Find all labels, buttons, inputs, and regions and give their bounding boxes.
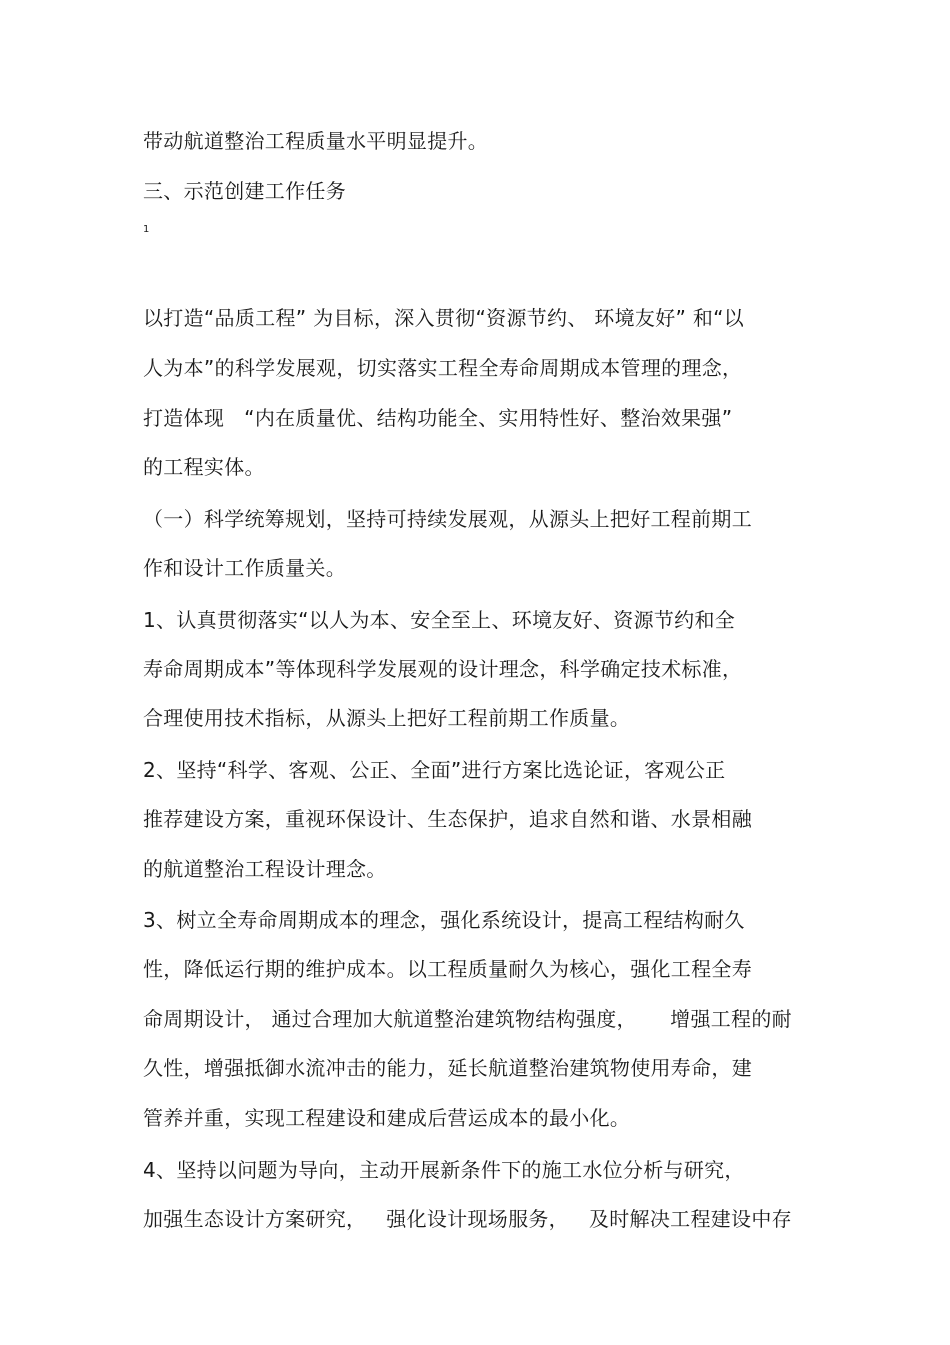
list-item: 3、树立全寿命周期成本的理念，强化系统设计，提高工程结构耐久 xyxy=(143,908,745,932)
list-item: 1、认真贯彻落实“以人为本、安全至上、环境友好、资源节约和全 xyxy=(143,608,736,632)
subsection-heading: （一）科学统筹规划，坚持可持续发展观，从源头上把好工程前期工 xyxy=(143,507,752,531)
text-line: 以打造“品质工程” 为目标，深入贯彻“资源节约、 环境友好” 和“以 xyxy=(143,306,745,330)
text-line: 打造体现 “内在质量优、结构功能全、实用特性好、整治效果强” xyxy=(143,406,733,430)
text-line: 作和设计工作质量关。 xyxy=(143,556,346,580)
text-line: 寿命周期成本”等体现科学发展观的设计理念，科学确定技术标准， xyxy=(143,657,743,681)
text-line: 人为本”的科学发展观，切实落实工程全寿命周期成本管理的理念， xyxy=(143,356,743,380)
section-heading: 三、示范创建工作任务 xyxy=(143,179,346,203)
text-line: 带动航道整治工程质量水平明显提升。 xyxy=(143,129,489,153)
footnote-marker: 1 xyxy=(143,224,150,235)
list-item: 4、坚持以问题为导向，主动开展新条件下的施工水位分析与研究， xyxy=(143,1158,745,1182)
text-line: 的工程实体。 xyxy=(143,455,265,479)
text-line: 命周期设计， 通过合理加大航道整治建筑物结构强度， 增强工程的耐 xyxy=(143,1007,792,1031)
text-line: 合理使用技术指标，从源头上把好工程前期工作质量。 xyxy=(143,706,631,730)
text-line: 性，降低运行期的维护成本。以工程质量耐久为核心，强化工程全寿 xyxy=(143,957,752,981)
text-line: 的航道整治工程设计理念。 xyxy=(143,857,387,881)
text-line: 加强生态设计方案研究， 强化设计现场服务， 及时解决工程建设中存 xyxy=(143,1207,792,1231)
list-item: 2、坚持“科学、客观、公正、全面”进行方案比选论证，客观公正 xyxy=(143,758,726,782)
text-line: 久性，增强抵御水流冲击的能力，延长航道整治建筑物使用寿命，建 xyxy=(143,1056,752,1080)
text-line: 管养并重，实现工程建设和建成后营运成本的最小化。 xyxy=(143,1106,631,1130)
text-line: 推荐建设方案，重视环保设计、生态保护，追求自然和谐、水景相融 xyxy=(143,807,752,831)
